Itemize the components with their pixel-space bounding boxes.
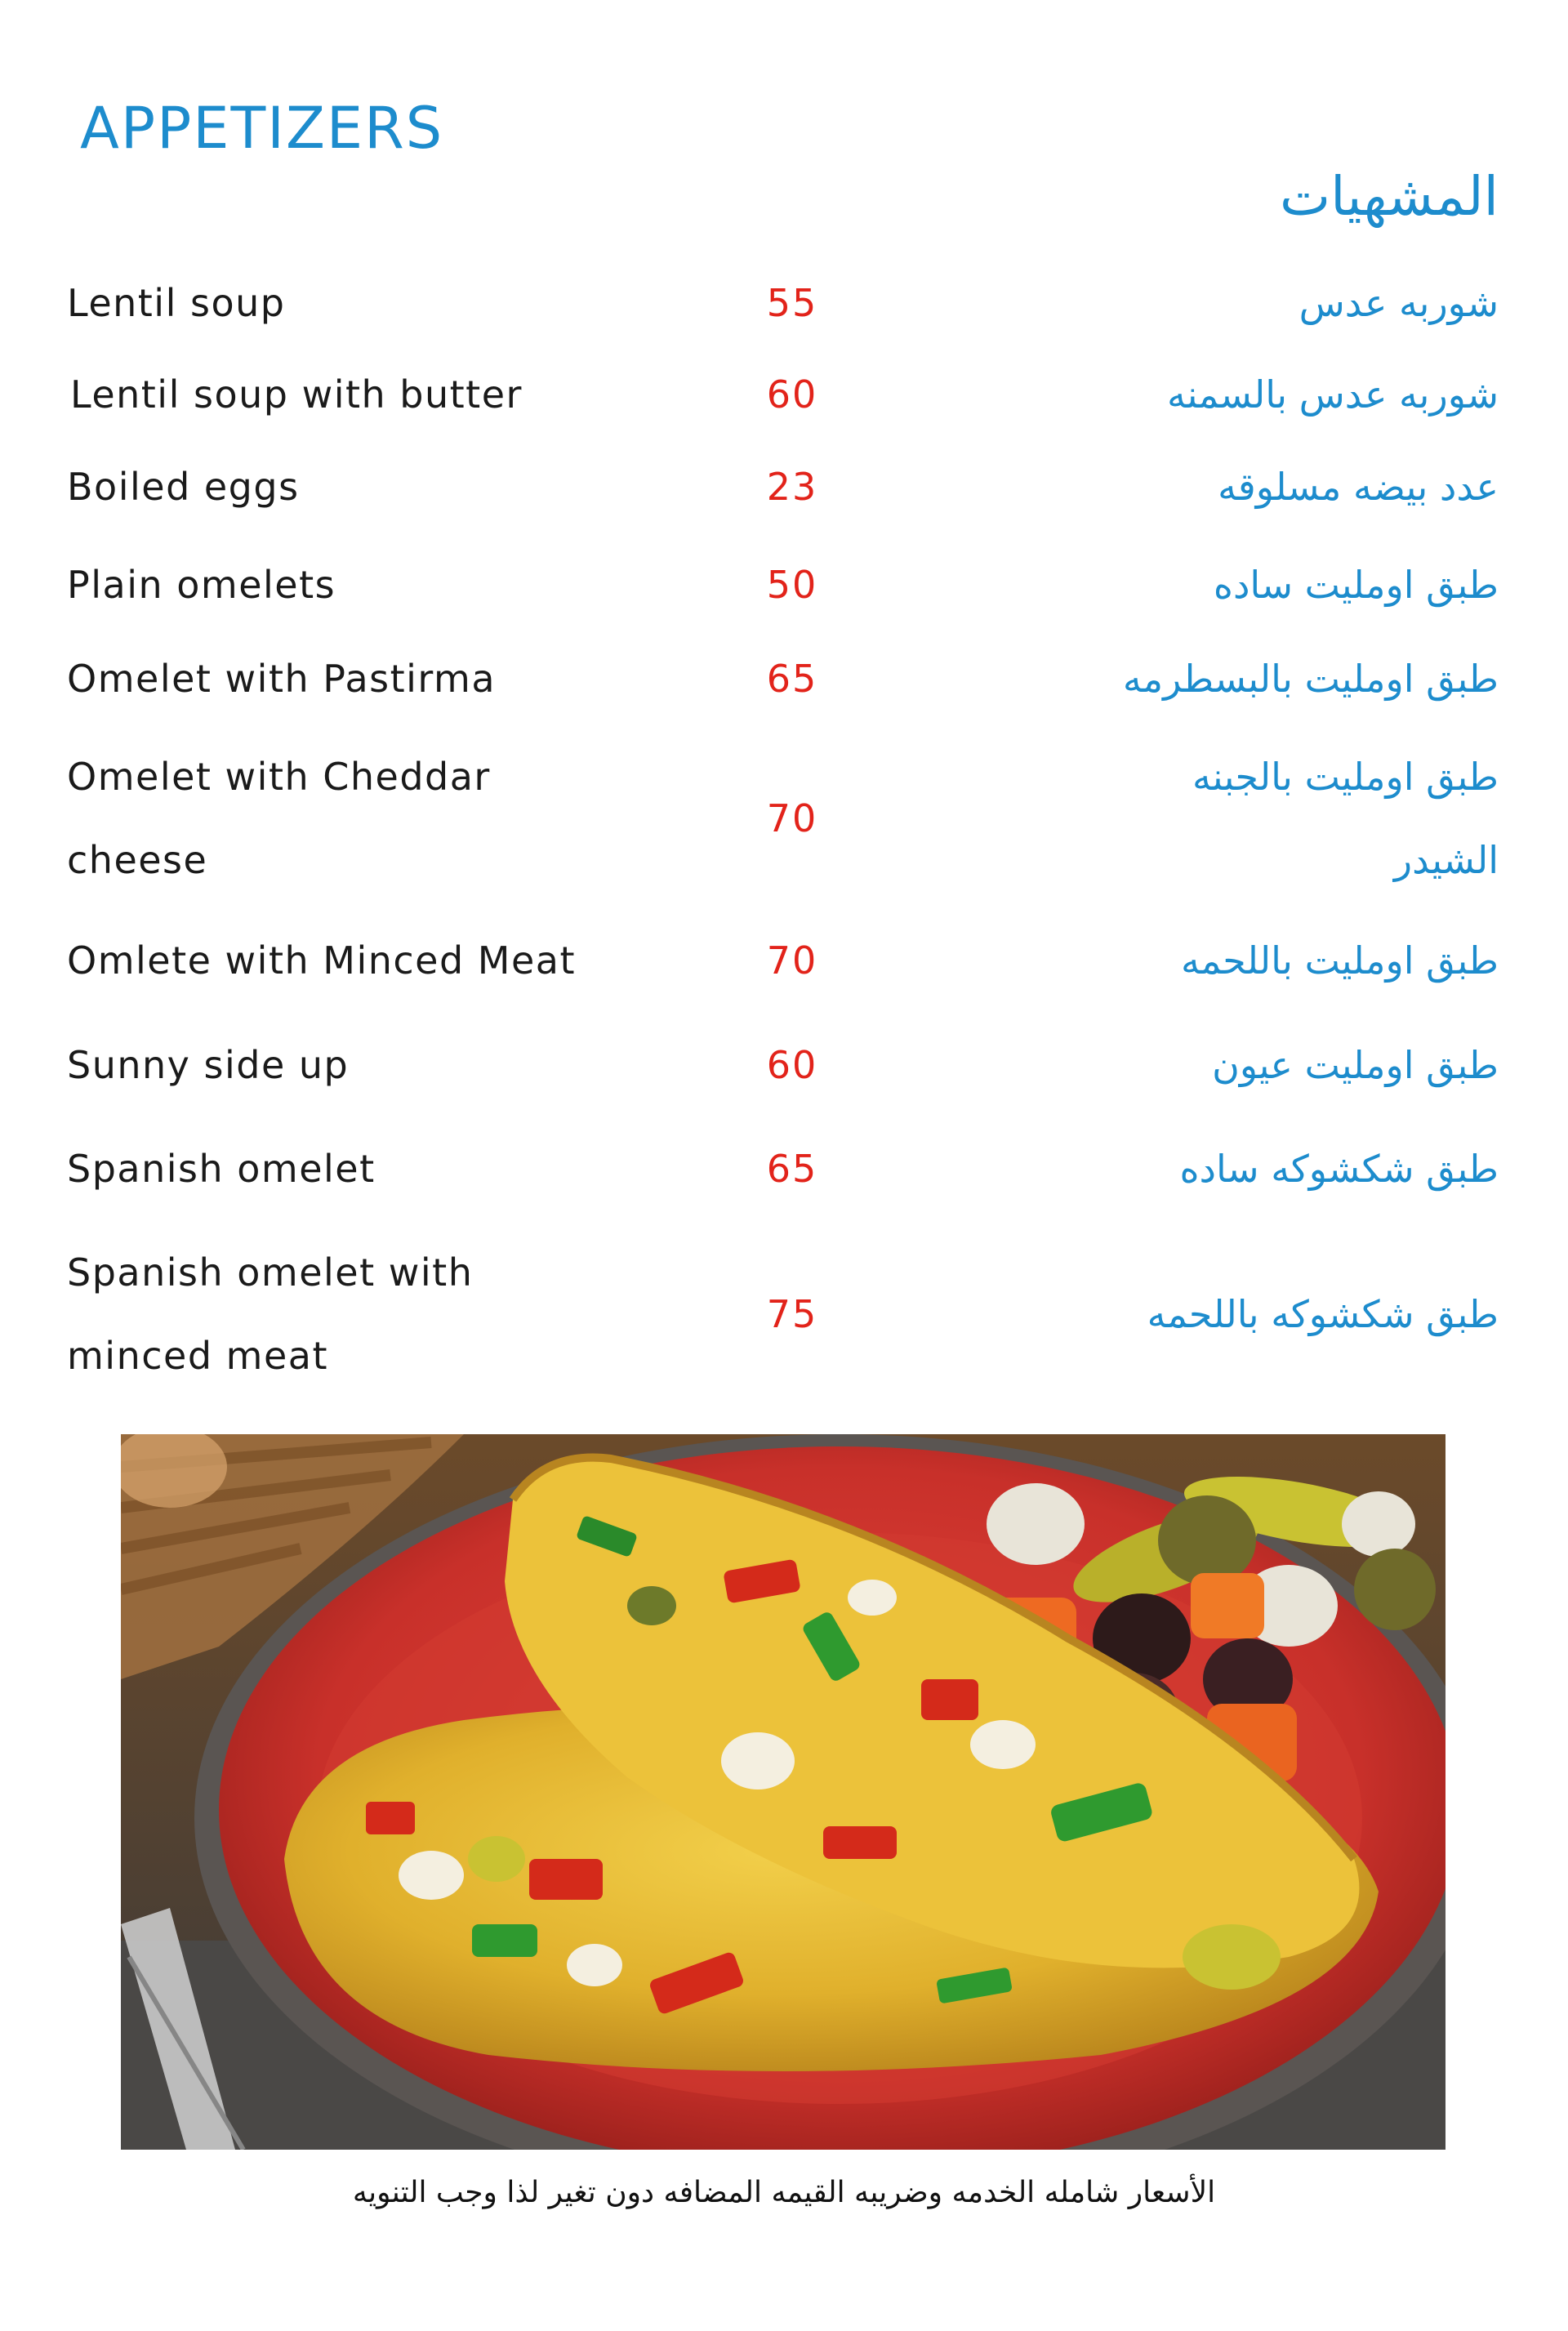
- menu-item-price: 60: [766, 372, 818, 417]
- menu-item-price: 70: [766, 938, 818, 983]
- menu-item-name-en: Omlete with Minced Meat: [67, 938, 577, 983]
- menu-item-name-en: Omelet with Pastirma: [67, 657, 497, 701]
- menu-item: [0, 1023, 1568, 1107]
- menu-item: [0, 1127, 1568, 1210]
- menu-item-name-ar: شوربه عدس: [1298, 281, 1499, 325]
- omelet-photo: [121, 1434, 1446, 2150]
- menu-item-name-ar: عدد بيضه مسلوقه: [1218, 465, 1499, 509]
- menu-item-name-en: Spanish omelet with minced meat: [67, 1250, 474, 1378]
- menu-item-name-ar: طبق اومليت بالجبنه الشيدر: [1192, 755, 1499, 882]
- menu-item-name-en: Lentil soup with butter: [70, 372, 523, 417]
- menu-item: [0, 543, 1568, 626]
- menu-item-price: 70: [766, 796, 818, 840]
- menu-item-name-en: Lentil soup: [67, 281, 286, 325]
- menu-item-name-ar: طبق شكشوكه ساده: [1179, 1147, 1499, 1191]
- menu-item: [0, 1231, 1568, 1397]
- menu-item-name-ar: شوربه عدس بالسمنه: [1167, 372, 1499, 417]
- menu-item-name-ar: طبق شكشوكه باللحمه: [1147, 1292, 1499, 1336]
- page-title-english: APPETIZERS: [80, 95, 444, 162]
- menu-item: [0, 735, 1568, 902]
- menu-item: [0, 637, 1568, 720]
- menu-item-price: 65: [766, 1147, 818, 1191]
- menu-item-name-en: Boiled eggs: [67, 465, 300, 509]
- menu-item: [0, 445, 1568, 528]
- menu-item: [0, 919, 1568, 1002]
- menu-item: [0, 353, 1568, 436]
- menu-item-price: 55: [766, 281, 818, 325]
- menu-item-name-ar: طبق اومليت عيون: [1212, 1043, 1499, 1087]
- menu-item-price: 75: [766, 1292, 818, 1336]
- menu-item: [0, 261, 1568, 345]
- footer-note: الأسعار شامله الخدمه وضريبه القيمه المضافه دون تغير لذا وجب التنويه: [352, 2176, 1216, 2209]
- menu-item-name-ar: طبق اومليت ساده: [1213, 563, 1499, 607]
- menu-item-price: 23: [766, 465, 818, 509]
- menu-item-name-en: Spanish omelet: [67, 1147, 376, 1191]
- menu-item-price: 65: [766, 657, 818, 701]
- menu-item-name-en: Plain omelets: [67, 563, 336, 607]
- page-title-arabic: المشهيات: [1279, 165, 1499, 228]
- menu-item-price: 60: [766, 1043, 818, 1087]
- menu-item-name-en: Omelet with Cheddar cheese: [67, 755, 491, 882]
- menu-item-price: 50: [766, 563, 818, 607]
- menu-item-name-ar: طبق اومليت بالبسطرمه: [1122, 657, 1499, 701]
- menu-item-name-en: Sunny side up: [67, 1043, 350, 1087]
- menu-item-name-ar: طبق اومليت باللحمه: [1180, 938, 1499, 983]
